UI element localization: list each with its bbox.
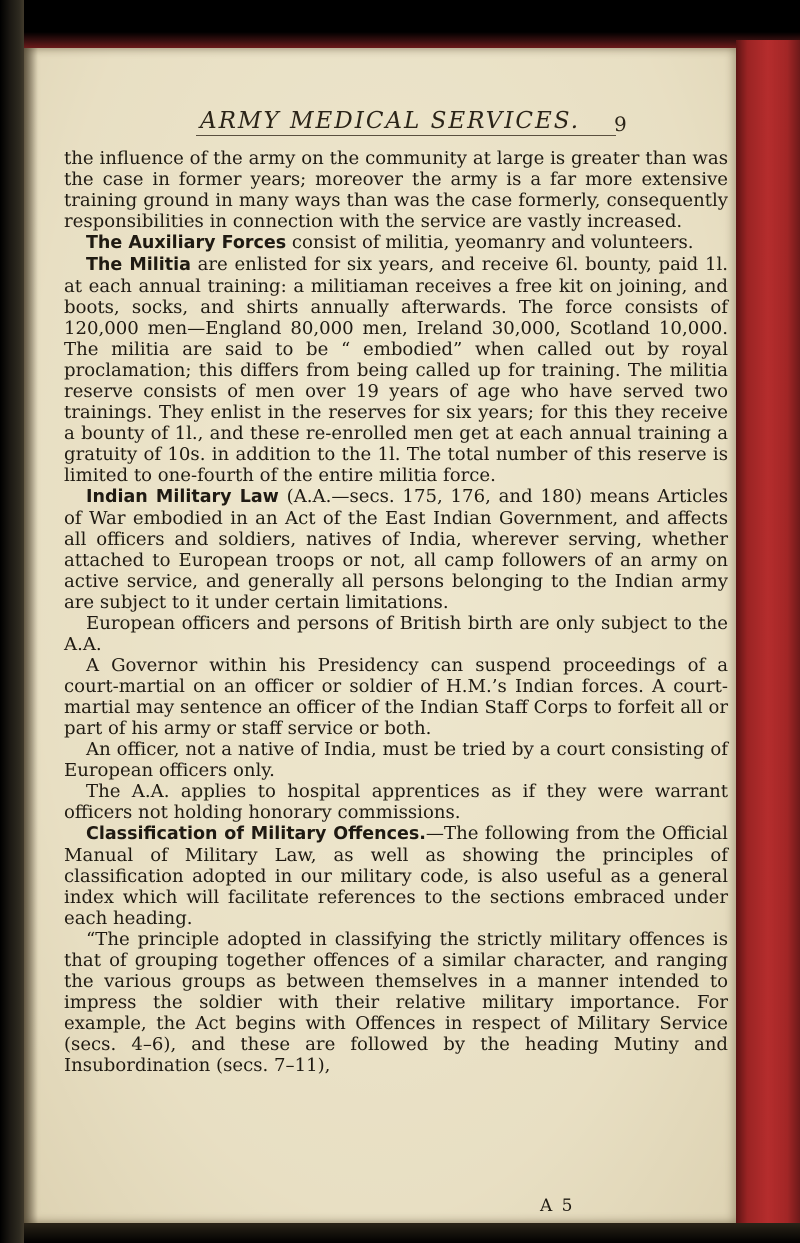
book-gutter	[0, 0, 24, 1243]
header-rule	[196, 135, 616, 136]
bottom-shadow	[24, 1223, 800, 1243]
paragraph: European officers and persons of British birth are only subject to the A.A.	[64, 613, 728, 655]
running-head: ARMY MEDICAL SERVICES.	[200, 108, 581, 134]
page-number: 9	[614, 112, 627, 136]
paragraph: the influence of the army on the community at large is greater than was the case in former years; moreover the army is a far more extensive training ground in many ways than was the case formerly, consequently responsibilities in connection with the service are vastly increased.	[64, 148, 728, 232]
paragraph: An officer, not a native of India, must be tried by a court consisting of European officers only.	[64, 739, 728, 781]
paragraph: Classification of Military Offences.—The following from the Official Manual of Military Law, as well as showing the principles of classification adopted in our military code, is also useful as a general index which will facilitate references to the sections embraced under each heading.	[64, 823, 728, 929]
section-heading: Indian Military Law	[86, 487, 279, 507]
signature-mark: A 5	[540, 1196, 575, 1216]
paragraph: The Auxiliary Forces consist of militia, yeomanry and volunteers.	[86, 232, 694, 253]
body-text	[64, 148, 728, 1076]
section-heading: The Auxiliary Forces	[86, 233, 287, 253]
section-heading: Classification of Military Offences.	[86, 824, 426, 844]
spine-shadow	[24, 48, 38, 1223]
paragraph: “The principle adopted in classifying the strictly military offences is that of grouping together offences of a similar character, and ranging the various groups as between themselves in a manner intended to impress the soldier with their relative military importance. For example, the Act begins with Offences in respect of Military Service (secs. 4–6), and these are followed by the heading Mutiny and Insubordination (secs. 7–11),	[64, 929, 728, 1076]
book-cover-red-edge	[736, 40, 800, 1223]
paragraph: A Governor within his Presidency can suspend proceedings of a court-martial on an officer or soldier of H.M.’s Indian forces. A court-martial may sentence an officer of the Indian Staff Corps to forfeit all or part of his army or staff service or both.	[64, 655, 728, 739]
paragraph: The A.A. applies to hospital apprentices as if they were warrant officers not holding honorary commissions.	[64, 781, 728, 823]
section-heading: The Militia	[86, 255, 191, 275]
paragraph: The Militia are enlisted for six years, and receive 6l. bounty, paid 1l. at each annual training: a militiaman receives a free kit on joining, and boots, socks, and shirts annually afterwards. The force consists of 120,000 men—England 80,000 men, Ireland 30,000, Scotland 10,000. The militia are said to be “ embodied” when called out by royal proclamation; this differs from being called up for training. The militia reserve consists of men over 19 years of age who have served two trainings. They enlist in the reserves for six years; for this they receive a bounty of 1l., and these re-enrolled men get at each annual training a gratuity of 10s. in addition to the 1l. The total number of this reserve is limited to one-fourth of the entire militia force.	[64, 254, 728, 486]
paragraph: Indian Military Law (A.A.—secs. 175, 176, and 180) means Articles of War embodied in an Act of the East Indian Government, and affects all officers and soldiers, natives of India, wherever serving, whether attached to European troops or not, all camp followers of an army on active service, and generally all persons belonging to the Indian army are subject to it under certain limitations.	[64, 486, 729, 613]
